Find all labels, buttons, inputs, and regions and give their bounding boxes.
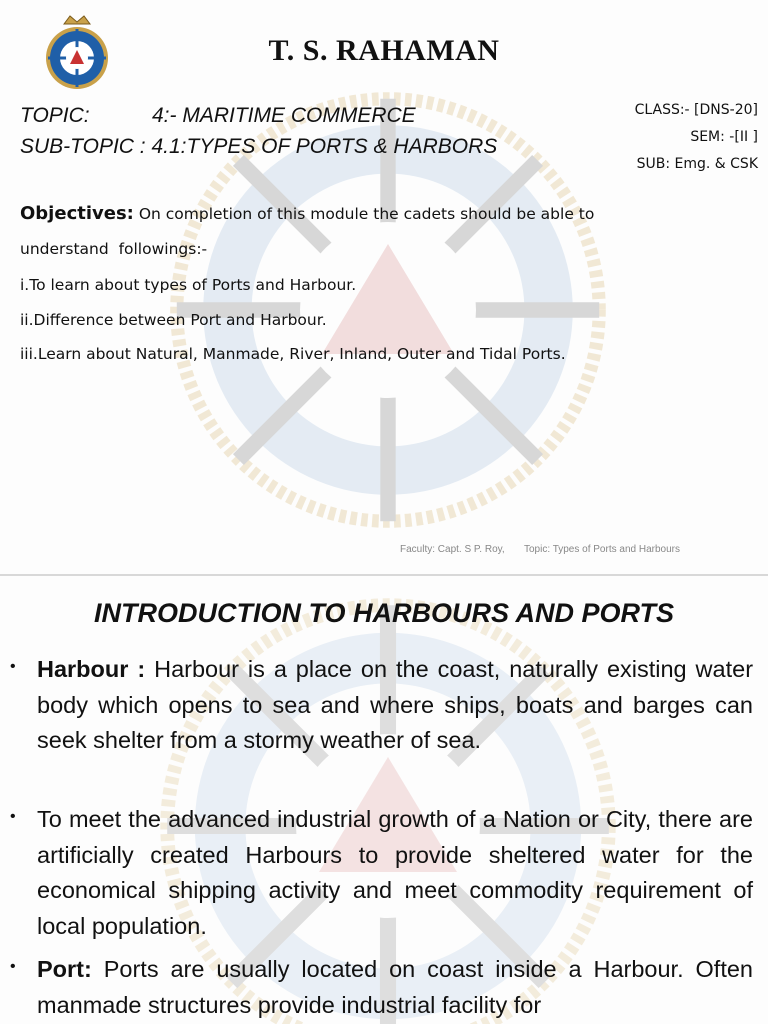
footer-faculty: Faculty: Capt. S P. Roy,: [400, 544, 505, 555]
topic-line: [20, 104, 416, 128]
footer-topic: Topic: Types of Ports and Harbours: [523, 544, 680, 555]
page-title: T. S. RAHAMAN: [268, 34, 500, 67]
objective-item: i.To learn about types of Ports and Harbour.: [20, 276, 357, 294]
bullet-paragraph: [37, 652, 753, 759]
topic-label: TOPIC:: [20, 104, 90, 127]
objective-item: ii.Difference between Port and Harbour.: [20, 311, 327, 329]
bullet-paragraph: [37, 952, 753, 1023]
subject-info: SUB: Emg. & CSK: [636, 156, 758, 172]
bullet-text: To meet the advanced industrial growth of a Nation or City, there are artificially created Harbours to provide sheltered water for the economical shipping activity and meet commodity requirement of local population.: [37, 806, 753, 939]
slide-footer: [400, 544, 680, 555]
slide-2: [0, 576, 768, 1024]
objectives-intro-cont: understand followings:-: [20, 240, 208, 258]
semester-info: SEM: -[II ]: [690, 129, 758, 145]
objectives-label: Objectives:: [20, 203, 134, 224]
section-heading: INTRODUCTION TO HARBOURS AND PORTS: [93, 598, 674, 628]
objectives-intro-text: On completion of this module the cadets should be able to: [138, 205, 595, 223]
bullet-label: Harbour :: [37, 656, 146, 682]
bullet-paragraph: [37, 802, 753, 944]
topic-value: 4:- MARITIME COMMERCE: [152, 104, 416, 127]
bullet-icon: •: [10, 958, 16, 975]
class-info: CLASS:- [DNS-20]: [634, 102, 758, 118]
objective-item: iii.Learn about Natural, Manmade, River, Inland, Outer and Tidal Ports.: [20, 345, 566, 363]
bullet-text: Harbour is a place on the coast, naturally existing water body which opens to sea and where ships, boats and barges can seek shelter from a stormy weather of sea.: [37, 656, 754, 753]
bullet-label: Port:: [37, 956, 92, 982]
subtopic-line: SUB-TOPIC : 4.1:TYPES OF PORTS & HARBORS: [20, 135, 498, 158]
bullet-icon: •: [10, 658, 16, 675]
bullet-text: Ports are usually located on coast inside a Harbour. Often manmade structures provide industrial facility for: [37, 956, 753, 1018]
objectives-intro: [20, 203, 750, 224]
bullet-icon: •: [10, 808, 16, 825]
